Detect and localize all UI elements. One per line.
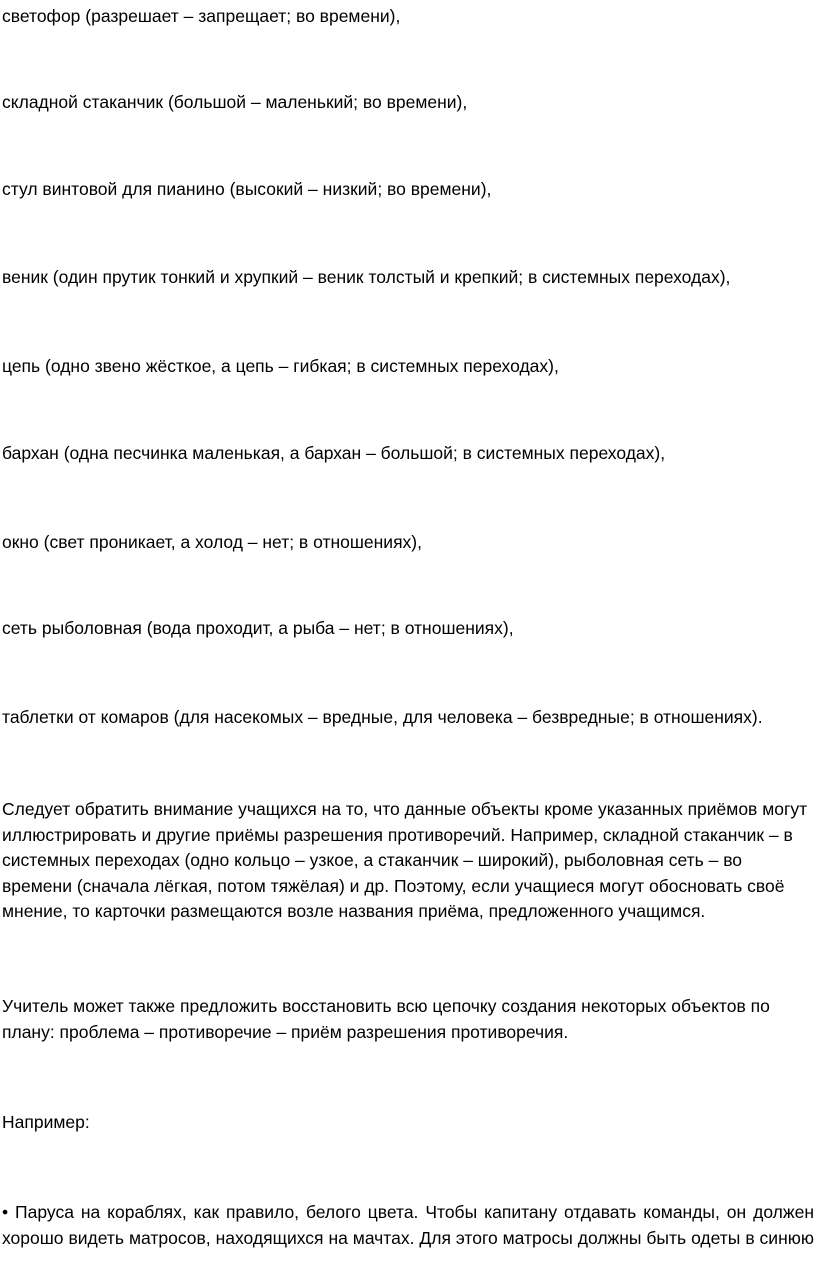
list-item: сеть рыболовная (вода проходит, а рыба – нет; в отношениях), xyxy=(2,618,514,638)
list-item: веник (один прутик тонкий и хрупкий – веник толстый и крепкий; в системных переходах), xyxy=(2,267,731,287)
list-item: стул винтовой для пианино (высокий – низкий; во времени), xyxy=(2,179,492,199)
list-item: бархан (одна песчинка маленькая, а бархан – большой; в системных переходах), xyxy=(2,443,666,463)
list-item: таблетки от комаров (для насекомых – вредные, для человека – безвредные; в отношениях). xyxy=(2,707,763,727)
list-item: складной стаканчик (большой – маленький; во времени), xyxy=(2,92,468,112)
list-item: светофор (разрешает – запрещает; во времени), xyxy=(2,6,401,26)
explanation-paragraph: Следует обратить внимание учащихся на то, что данные объекты кроме указанных приёмов могут иллюстрировать и другие приёмы разрешения противоречий. Например, складной стаканчик – в системных переходах (одно кольцо – узкое, а стаканчик – широкий), рыболовная сеть – во времени (сначала лёгкая, потом тяжёлая) и др. Поэтому, если учащиеся могут обосновать своё мнение, то карточки размещаются возле названия приёма, предложенного учащимся. xyxy=(2,799,808,921)
list-item: цепь (одно звено жёсткое, а цепь – гибкая; в системных переходах), xyxy=(2,356,559,376)
example-label: Например: xyxy=(2,1112,90,1132)
bullet-paragraph: • Паруса на кораблях, как правило, белого цвета. Чтобы капитану отдавать команды, он должен хорошо видеть матросов, находящихся на мачтах. Для этого матросы должны быть одеты в синюю xyxy=(2,1202,814,1248)
instruction-paragraph: Учитель может также предложить восстановить всю цепочку создания некоторых объектов по плану: проблема – противоречие – приём разрешения противоречия. xyxy=(2,996,770,1042)
list-item: окно (свет проникает, а холод – нет; в отношениях), xyxy=(2,532,422,552)
